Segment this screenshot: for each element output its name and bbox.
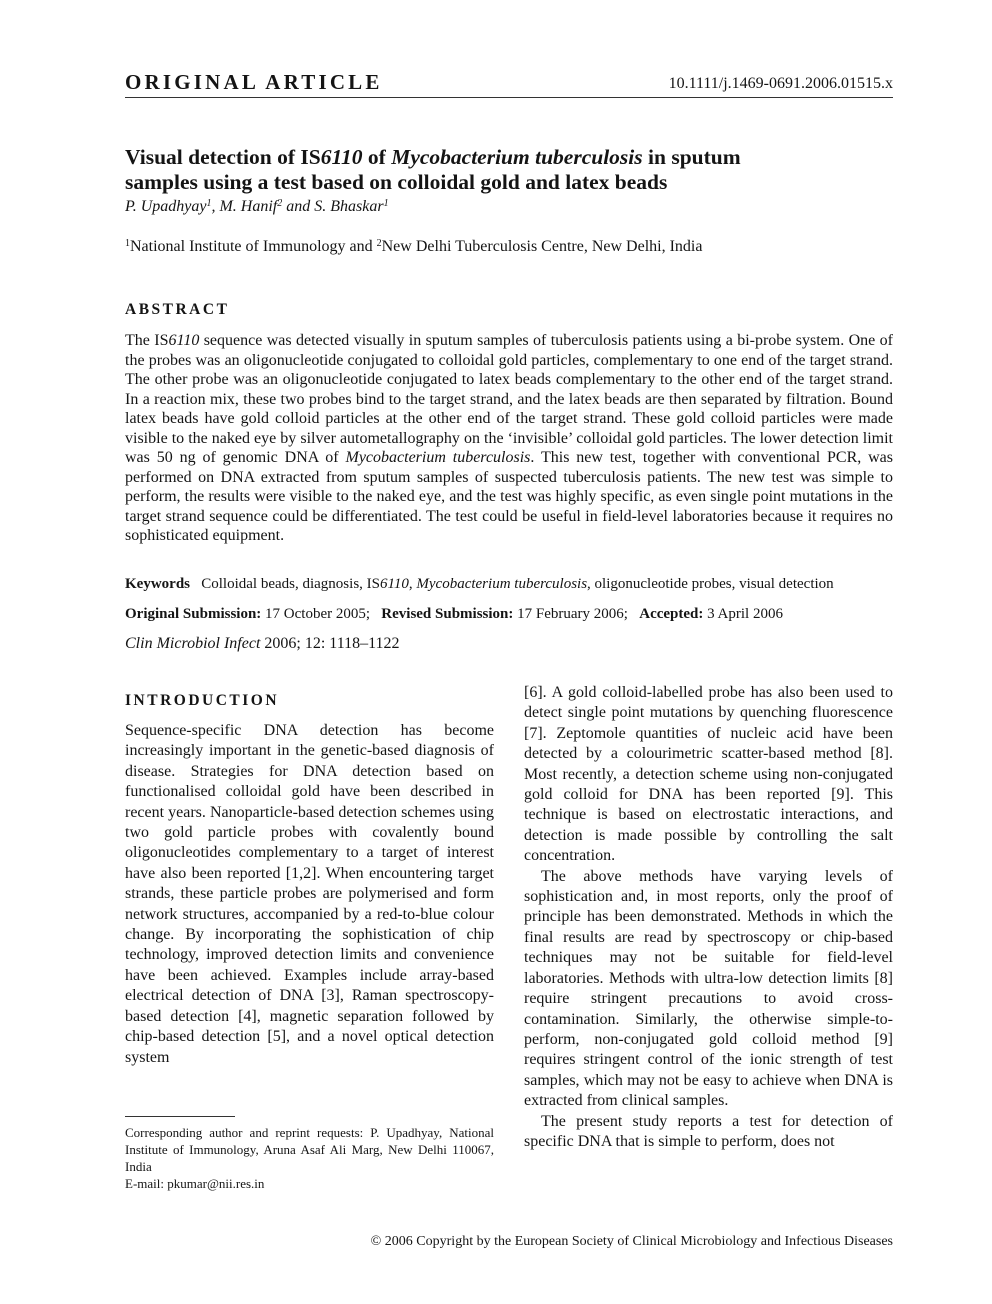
- header-rule: [125, 97, 893, 98]
- keywords-label: Keywords: [125, 576, 190, 592]
- intro-paragraph-1: Sequence-specific DNA detection has become increasingly important in the genetic-based diagnosis of disease. Strategies for DNA detection based on functionalised colloidal gold have been described in recent years. Nanoparticle-based detection schemes using two gold particle probes with covalently bound oligonucleotides complementary to a target of interest have also been reported [1,2]. When encountering target strands, these particle probes are polymerised and form network structures, accompanied by a red-to-blue colour change. By incorporating the sophistication of chip technology, improved detection limits and convenience have been achieved. Examples include array-based electrical detection of DNA [3], Raman spectroscopy-based detection [4], magnetic separation followed by chip-based detection [5], and a novel optical detection system: [125, 722, 494, 1066]
- author-3: S. Bhaskar: [314, 198, 384, 215]
- title-line-2: samples using a test based on colloidal gold and latex beads: [125, 170, 668, 194]
- affiliation: $^1$National Institute of Immunology and $^2$New Delhi Tuberculosis Centre, New Delhi, India: [125, 238, 703, 255]
- correspondence-footnote: Corresponding author and reprint requests: P. Upadhyay, National Institute of Immunology, Aruna Asaf Ali Marg, New Delhi 110067, India E-mail: pkumar@nii.res.in: [125, 1125, 494, 1191]
- submission-dates: Original Submission: 17 October 2005; Revised Submission: 17 February 2006; Accepted: 3 April 2006: [125, 606, 783, 622]
- journal-citation: Clin Microbiol Infect 2006; 12: 1118–1122: [125, 635, 400, 652]
- doi[interactable]: 10.1111/j.1469-0691.2006.01515.x: [668, 75, 893, 92]
- author-2: M. Hanif: [219, 198, 278, 215]
- intro-paragraph-3: The above methods have varying levels of sophistication and, in most reports, only the proof of principle has been demonstrated. Methods in which the final results are read by spectroscopy or chip-based techniques may not be suitable for field-level laboratories. Methods with ultra-low detection limits [8] require stringent precautions to avoid cross-contamination. Similarly, the otherwise simple-to-perform, non-conjugated gold colloid method [9] requires stringent control of the ionic strength of test samples, which may not be easy to achieve when DNA is extracted from clinical samples.: [524, 867, 893, 1110]
- keywords: Keywords Colloidal beads, diagnosis, IS6110, Mycobacterium tuberculosis, oligonucleotide probes, visual detection: [125, 576, 834, 592]
- abstract-heading: ABSTRACT: [125, 301, 230, 318]
- article-title: [125, 145, 905, 195]
- left-column: [125, 721, 494, 1068]
- copyright-notice: © 2006 Copyright by the European Society of Clinical Microbiology and Infectious Diseases: [370, 1234, 893, 1249]
- footnote-rule: [125, 1116, 235, 1117]
- author-list: P. Upadhyay$^1$, M. Hanif$^2$ and S. Bhaskar$^1$: [125, 198, 389, 215]
- introduction-heading: INTRODUCTION: [125, 692, 280, 709]
- contact-email[interactable]: E-mail: pkumar@nii.res.in: [125, 1176, 265, 1191]
- abstract-body: The IS6110 sequence was detected visually in sputum samples of tuberculosis patients using a bi-probe system. One of the probes was an oligonucleotide conjugated to colloidal gold particles, complementary to one end of the target strand. The other probe was an oligonucleotide conjugated to latex beads complementary to the other end of the target strand. In a reaction mix, these two probes bind to the target strand, and the latex beads are then separated by filtration. Bound latex beads have gold colloid particles at the other end of the target strand. These gold colloid particles were made visible to the naked eye by silver autometallography on the ‘invisible’ colloidal gold particles. The lower detection limit was 50 ng of genomic DNA of Mycobacterium tuberculosis. This new test, together with conventional PCR, was performed on DNA extracted from sputum samples of suspected tuberculosis patients. The new test was simple to perform, the results were visible to the naked eye, and the test was highly specific, as even single point mutations in the target strand sequence could be differentiated. The test could be useful in field-level laboratories because it requires no sophisticated equipment.: [125, 332, 893, 544]
- article-type-label: ORIGINAL ARTICLE: [125, 70, 383, 94]
- author-1: P. Upadhyay: [125, 198, 207, 215]
- intro-paragraph-2: [6]. A gold colloid-labelled probe has also been used to detect single point mutations by quenching fluorescence [7]. Zeptomole quantities of nucleic acid have been detected by a colourimetric scatter-based method [8]. Most recently, a detection scheme using non-conjugated gold colloid for DNA has been reported [9]. This technique is based on electrostatic interactions, and detection is made possible by controlling the salt concentration.: [524, 684, 893, 865]
- intro-paragraph-4: The present study reports a test for detection of specific DNA that is simple to perform, does not: [524, 1112, 893, 1150]
- title-line-1: Visual detection of IS6110 of Mycobacterium tuberculosis in sputum: [125, 145, 741, 169]
- right-column: [524, 683, 893, 1152]
